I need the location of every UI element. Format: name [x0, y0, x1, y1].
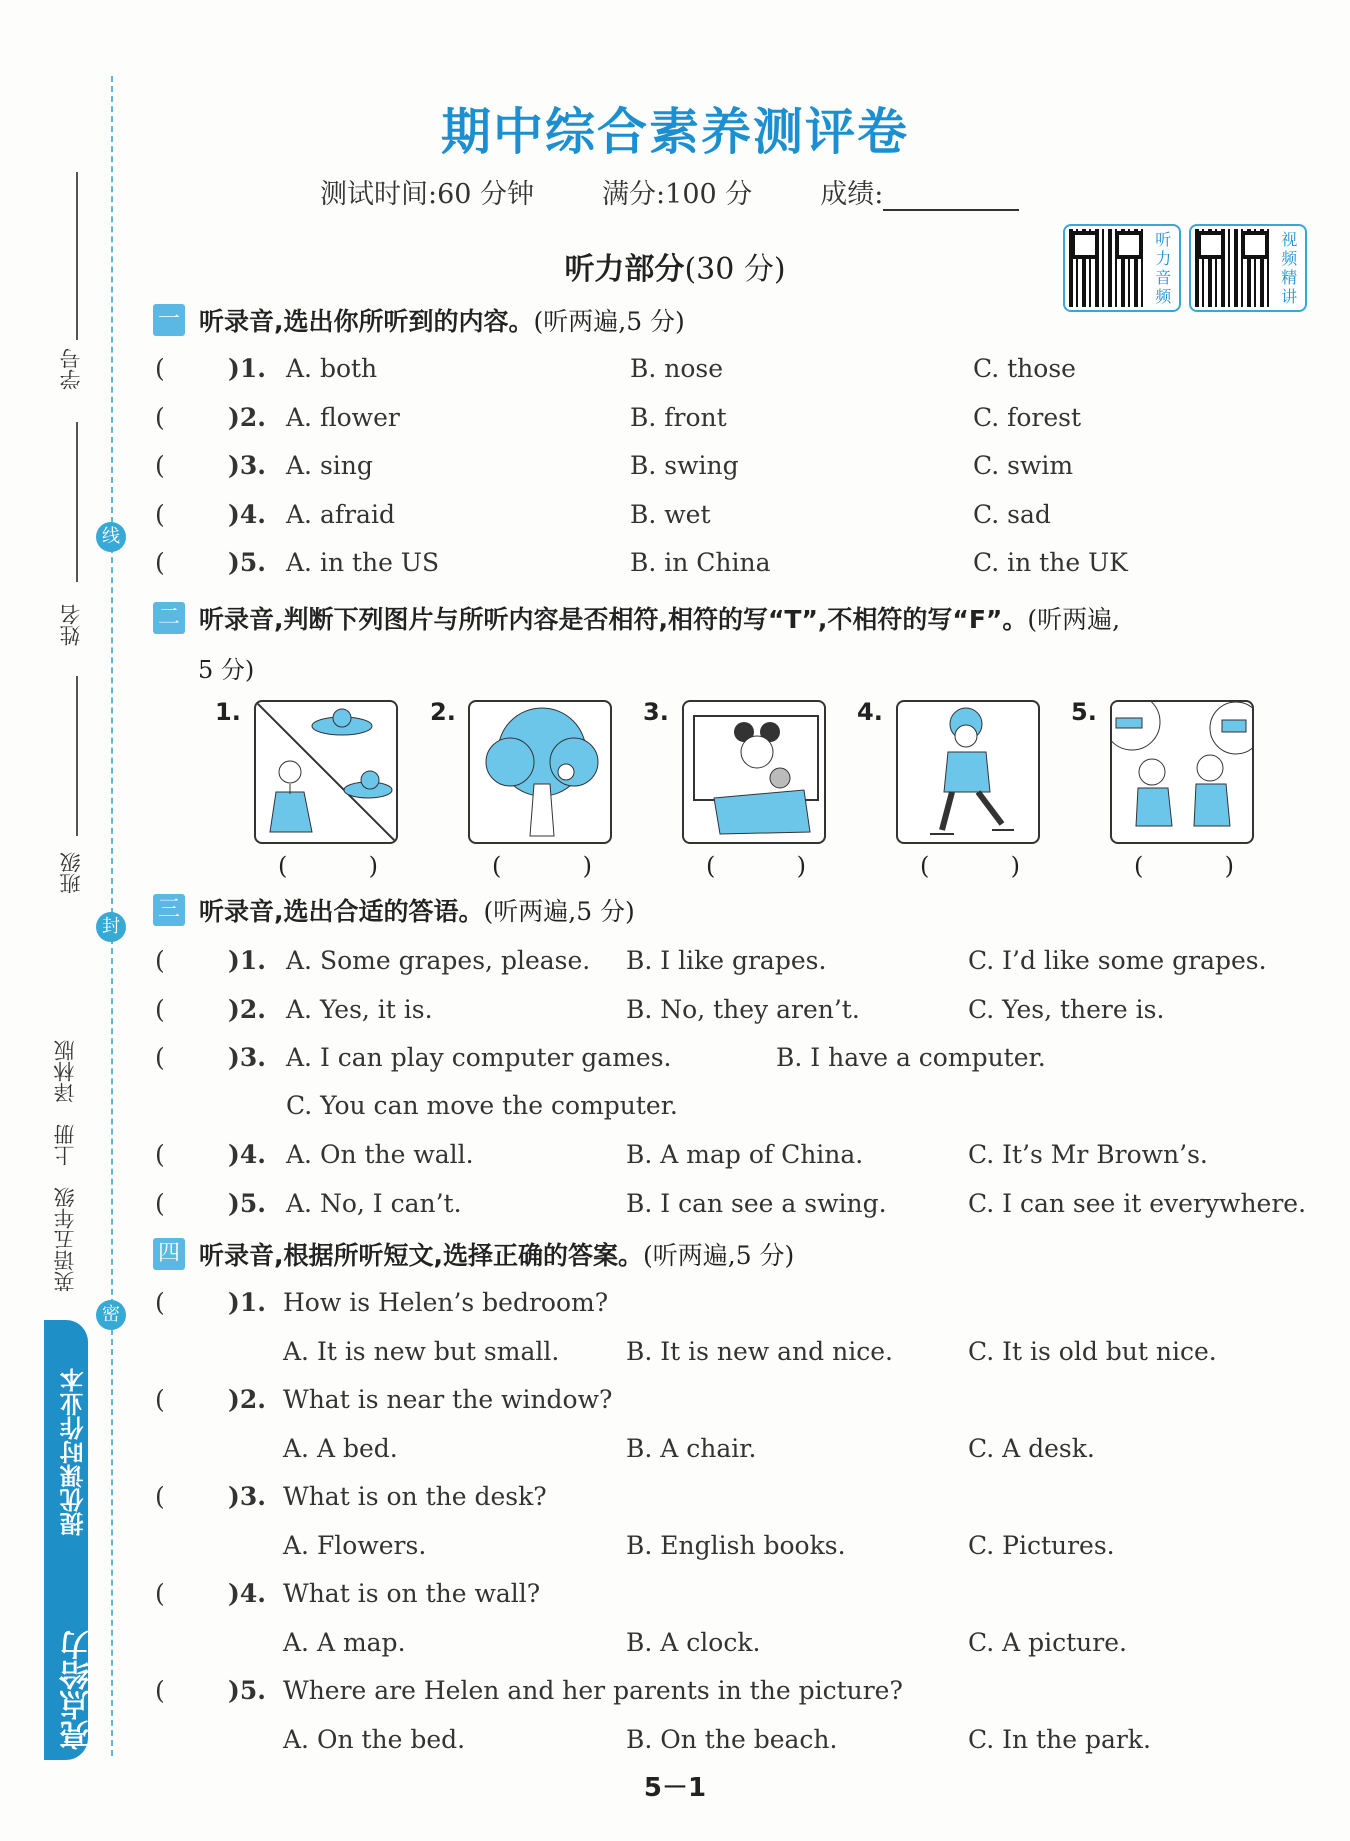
question-number: )3.: [228, 1482, 266, 1511]
option-b: B. It is new and nice.: [626, 1337, 893, 1366]
option-a: A. Some grapes, please.: [286, 946, 591, 975]
name-label: 姓名: [59, 604, 83, 646]
question-number: )3.: [228, 451, 266, 480]
option-b: B. in China: [630, 548, 771, 577]
section-note: (听两遍,: [1027, 605, 1121, 634]
question-number: )2.: [228, 1385, 266, 1414]
option-b: B. No, they aren’t.: [626, 995, 860, 1024]
test-time: 测试时间:60 分钟: [320, 179, 535, 210]
section-3-heading: [153, 892, 635, 928]
question-number: )5.: [228, 1676, 266, 1705]
score-field: [820, 172, 1019, 211]
paren-close: ): [582, 852, 592, 880]
question-text: What is on the desk?: [283, 1482, 547, 1511]
answer-paren[interactable]: (: [155, 1043, 165, 1072]
section-number: 四: [153, 1238, 185, 1270]
paren-open: (: [706, 852, 716, 880]
section-note: (听两遍,5 分): [643, 1241, 795, 1270]
section-title: 听录音,选出你所听到的内容。: [199, 307, 534, 336]
option-b: B. English books.: [626, 1531, 846, 1560]
answer-paren[interactable]: (: [155, 995, 165, 1024]
option-a: A. Flowers.: [283, 1531, 427, 1560]
paren-close: ): [368, 852, 378, 880]
option-a: A. No, I can’t.: [286, 1189, 462, 1218]
option-c: C. those: [973, 354, 1076, 383]
answer-paren[interactable]: (: [155, 946, 165, 975]
paren-open: (: [920, 852, 930, 880]
paren-open: (: [492, 852, 502, 880]
section-2-heading: [153, 600, 1120, 636]
question-number: )4.: [228, 1140, 266, 1169]
qr-code-icon: [1195, 229, 1271, 307]
class-line: [76, 676, 78, 836]
option-a: A. both: [286, 354, 378, 383]
question-text: How is Helen’s bedroom?: [283, 1288, 609, 1317]
option-c: C. sad: [973, 500, 1051, 529]
answer-blank-1[interactable]: [278, 852, 378, 880]
picture-number: 2.: [430, 698, 456, 726]
answer-paren[interactable]: (: [155, 354, 165, 383]
question-number: )4.: [228, 1579, 266, 1608]
question-number: )1.: [228, 1288, 266, 1317]
option-a: A. flower: [286, 403, 400, 432]
paren-close: ): [1010, 852, 1020, 880]
answer-paren[interactable]: (: [155, 451, 165, 480]
paren-close: ): [796, 852, 806, 880]
option-c: C. You can move the computer.: [286, 1091, 678, 1120]
mickey-tv-picture: [682, 700, 826, 844]
answer-blank-2[interactable]: [492, 852, 592, 880]
option-a: A. A map.: [283, 1628, 406, 1657]
option-b: B. nose: [630, 354, 724, 383]
option-c: C. I can see it everywhere.: [968, 1189, 1307, 1218]
section-4-heading: [153, 1236, 794, 1272]
answer-paren[interactable]: (: [155, 1189, 165, 1218]
seal-mark-feng: 封: [96, 912, 126, 942]
answer-paren[interactable]: (: [155, 1579, 165, 1608]
full-score: 满分:100 分: [602, 179, 753, 210]
option-c: C. in the UK: [973, 548, 1128, 577]
option-c: C. swim: [973, 451, 1074, 480]
answer-blank-3[interactable]: [706, 852, 806, 880]
qr-listening-audio[interactable]: [1063, 224, 1181, 312]
option-a: A. A bed.: [283, 1434, 398, 1463]
question-text: What is near the window?: [283, 1385, 613, 1414]
option-b: B. A clock.: [626, 1628, 761, 1657]
section-title: 听录音,选出合适的答语。: [199, 897, 484, 926]
option-a: A. Yes, it is.: [286, 995, 433, 1024]
question-number: )1.: [228, 946, 266, 975]
question-number: )2.: [228, 995, 266, 1024]
picture-number: 1.: [215, 698, 241, 726]
question-number: )1.: [228, 354, 266, 383]
girls-bedroom-picture: [1110, 700, 1254, 844]
exam-info-row: [320, 172, 1019, 211]
class-label: 班级: [59, 852, 83, 894]
question-number: )5.: [228, 548, 266, 577]
answer-paren[interactable]: (: [155, 1482, 165, 1511]
option-c: C. forest: [973, 403, 1082, 432]
option-c: C. I’d like some grapes.: [968, 946, 1267, 975]
answer-paren[interactable]: (: [155, 1385, 165, 1414]
section-note: (听两遍,5 分): [533, 307, 685, 336]
option-c: C. In the park.: [968, 1725, 1151, 1754]
name-line-top: [76, 422, 78, 582]
answer-blank-4[interactable]: [920, 852, 1020, 880]
option-b: B. wet: [630, 500, 711, 529]
answer-paren[interactable]: (: [155, 1676, 165, 1705]
section-1-heading: [153, 302, 685, 338]
qr-video-lesson[interactable]: [1189, 224, 1307, 312]
answer-paren[interactable]: (: [155, 1140, 165, 1169]
section-number: 三: [153, 894, 185, 926]
swimming-dancing-picture: [254, 700, 398, 844]
section-title: 听录音,根据所听短文,选择正确的答案。: [199, 1241, 643, 1270]
option-a: A. It is new but small.: [283, 1337, 560, 1366]
option-c: C. A desk.: [968, 1434, 1095, 1463]
section-note: (听两遍,5 分): [483, 897, 635, 926]
option-a: A. sing: [286, 451, 373, 480]
option-b: B. A chair.: [626, 1434, 757, 1463]
section-title: 听录音,判断下列图片与所听内容是否相符,相符的写“T”,不相符的写“F”。: [199, 605, 1028, 634]
answer-paren[interactable]: (: [155, 403, 165, 432]
picture-number: 5.: [1071, 698, 1097, 726]
paren-open: (: [1134, 852, 1144, 880]
option-c: C. Yes, there is.: [968, 995, 1165, 1024]
tree-picture: [468, 700, 612, 844]
question-number: )3.: [228, 1043, 266, 1072]
qr-label: 视频精讲: [1281, 230, 1298, 306]
picture-number: 4.: [857, 698, 883, 726]
seal-mark-mi: 密: [96, 1300, 126, 1330]
option-b: B. I can see a swing.: [626, 1189, 887, 1218]
section-note-continued: 5 分): [198, 656, 255, 684]
option-b: B. front: [630, 403, 727, 432]
answer-paren[interactable]: (: [155, 548, 165, 577]
option-a: A. I can play computer games.: [286, 1043, 672, 1072]
part-title-text: 听力部分: [564, 252, 685, 287]
option-c: C. Pictures.: [968, 1531, 1115, 1560]
skating-girl-picture: [896, 700, 1040, 844]
option-a: A. On the bed.: [283, 1725, 466, 1754]
question-number: )2.: [228, 403, 266, 432]
option-b: B. A map of China.: [626, 1140, 864, 1169]
part-points: (30 分): [684, 252, 786, 287]
page-number: 5－1: [643, 1773, 707, 1803]
option-b: B. On the beach.: [626, 1725, 838, 1754]
question-text: Where are Helen and her parents in the picture?: [283, 1676, 903, 1705]
option-c: C. It is old but nice.: [968, 1337, 1217, 1366]
answer-paren[interactable]: (: [155, 500, 165, 529]
brand-logo: 亮点给力: [60, 1630, 95, 1750]
section-number: 二: [153, 602, 185, 634]
student-id-label: 学号: [59, 348, 83, 390]
paren-open: (: [278, 852, 288, 880]
qr-code-icon: [1069, 229, 1145, 307]
seal-mark-xian: 线: [96, 522, 126, 552]
score-blank[interactable]: [883, 185, 1019, 211]
option-a: A. On the wall.: [286, 1140, 474, 1169]
option-b: B. I like grapes.: [626, 946, 827, 975]
paren-close: ): [1224, 852, 1234, 880]
book-info: 英语五年级 上册 译林版: [53, 1040, 77, 1292]
picture-number: 3.: [643, 698, 669, 726]
score-label: 成绩:: [820, 179, 884, 210]
section-number: 一: [153, 304, 185, 336]
question-number: )5.: [228, 1189, 266, 1218]
page-title: 期中综合素养测评卷: [441, 103, 909, 161]
question-number: )4.: [228, 500, 266, 529]
option-b: B. I have a computer.: [776, 1043, 1046, 1072]
option-c: C. It’s Mr Brown’s.: [968, 1140, 1208, 1169]
qr-label: 听力音频: [1155, 230, 1172, 306]
option-a: A. in the US: [286, 548, 440, 577]
option-c: C. A picture.: [968, 1628, 1127, 1657]
question-text: What is on the wall?: [283, 1579, 541, 1608]
option-b: B. swing: [630, 451, 739, 480]
answer-blank-5[interactable]: [1134, 852, 1234, 880]
series-name: 提优课时作业本: [60, 1368, 88, 1536]
option-a: A. afraid: [286, 500, 395, 529]
answer-paren[interactable]: (: [155, 1288, 165, 1317]
